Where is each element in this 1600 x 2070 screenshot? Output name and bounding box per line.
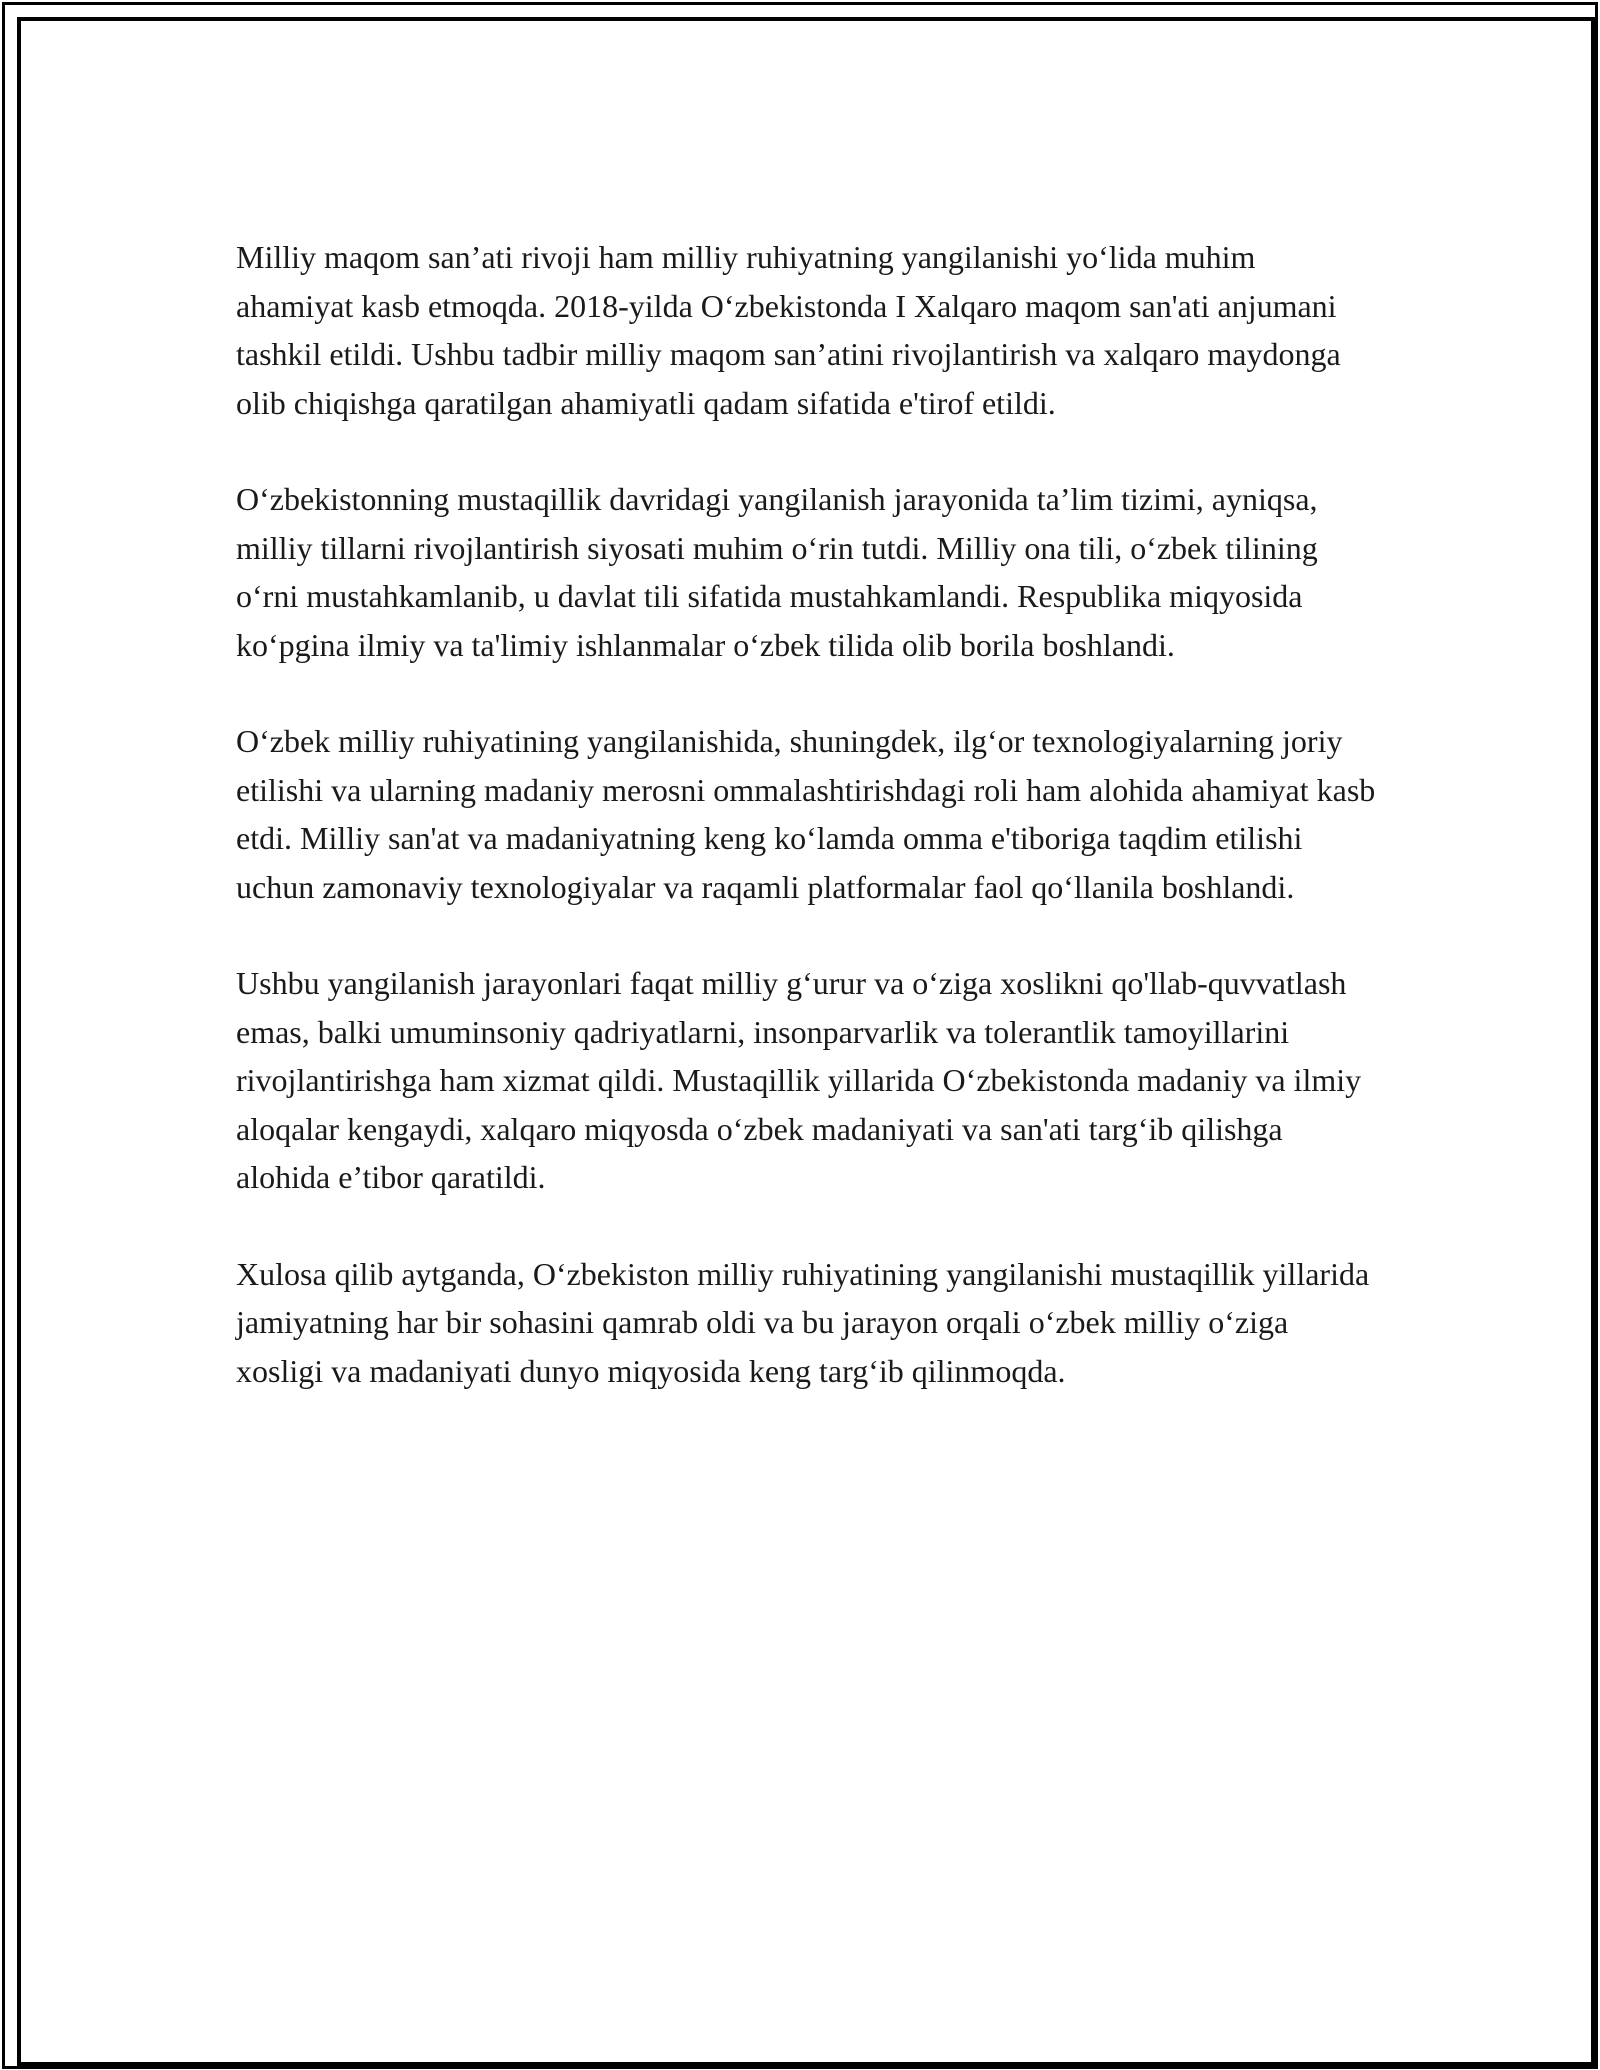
paragraph-1: Milliy maqom san’ati rivoji ham milliy ruhiyatning yangilanishi yo‘lida muhim ahamiyat kasb etmoqda. 2018-yilda O‘zbekistonda I Xalqaro maqom san'ati anjumani tashkil etildi. Ushbu tadbir milliy maqom san’atini rivojlantirish va xalqaro maydonga olib chiqishga qaratilgan ahamiyatli qadam sifatida e'tirof etildi. [236,239,1341,421]
paragraph-4: Ushbu yangilanish jarayonlari faqat milliy g‘urur va o‘ziga xoslikni qo'llab-quvvatlash emas, balki umuminsoniy qadriyatlarni, insonparvarlik va tolerantlik tamoyillarini rivojlantirishga ham xizmat qildi. Mustaqillik yillarida O‘zbekistonda madaniy va ilmiy aloqalar kengaydi, xalqaro miqyosda o‘zbek madaniyati va san'ati targ‘ib qilishga alohida e’tibor qaratildi. [236,965,1362,1195]
paragraph-3: O‘zbek milliy ruhiyatining yangilanishida, shuningdek, ilg‘or texnologiyalarning joriy etilishi va ularning madaniy merosni ommalashtirishdagi roli ham alohida ahamiyat kasb etdi. Milliy san'at va madaniyatning keng ko‘lamda omma e'tiboriga taqdim etilishi uchun zamonaviy texnologiyalar va raqamli platformalar faol qo‘llanila boshlandi. [236,723,1376,905]
document-body [236,233,1376,1443]
paragraph-5: Xulosa qilib aytganda, O‘zbekiston milliy ruhiyatining yangilanishi mustaqillik yillarida jamiyatning har bir sohasini qamrab oldi va bu jarayon orqali o‘zbek milliy o‘ziga xosligi va madaniyati dunyo miqyosida keng targ‘ib qilinmoqda. [236,1255,1370,1389]
paragraph-2: O‘zbekistonning mustaqillik davridagi yangilanish jarayonida ta’lim tizimi, ayniqsa, milliy tillarni rivojlantirish siyosati muhim o‘rin tutdi. Milliy ona tili, o‘zbek tilining o‘rni mustahkamlanib, u davlat tili sifatida mustahkamlandi. Respublika miqyosida ko‘pgina ilmiy va ta'limiy ishlanmalar o‘zbek tilida olib borila boshlandi. [236,481,1318,663]
